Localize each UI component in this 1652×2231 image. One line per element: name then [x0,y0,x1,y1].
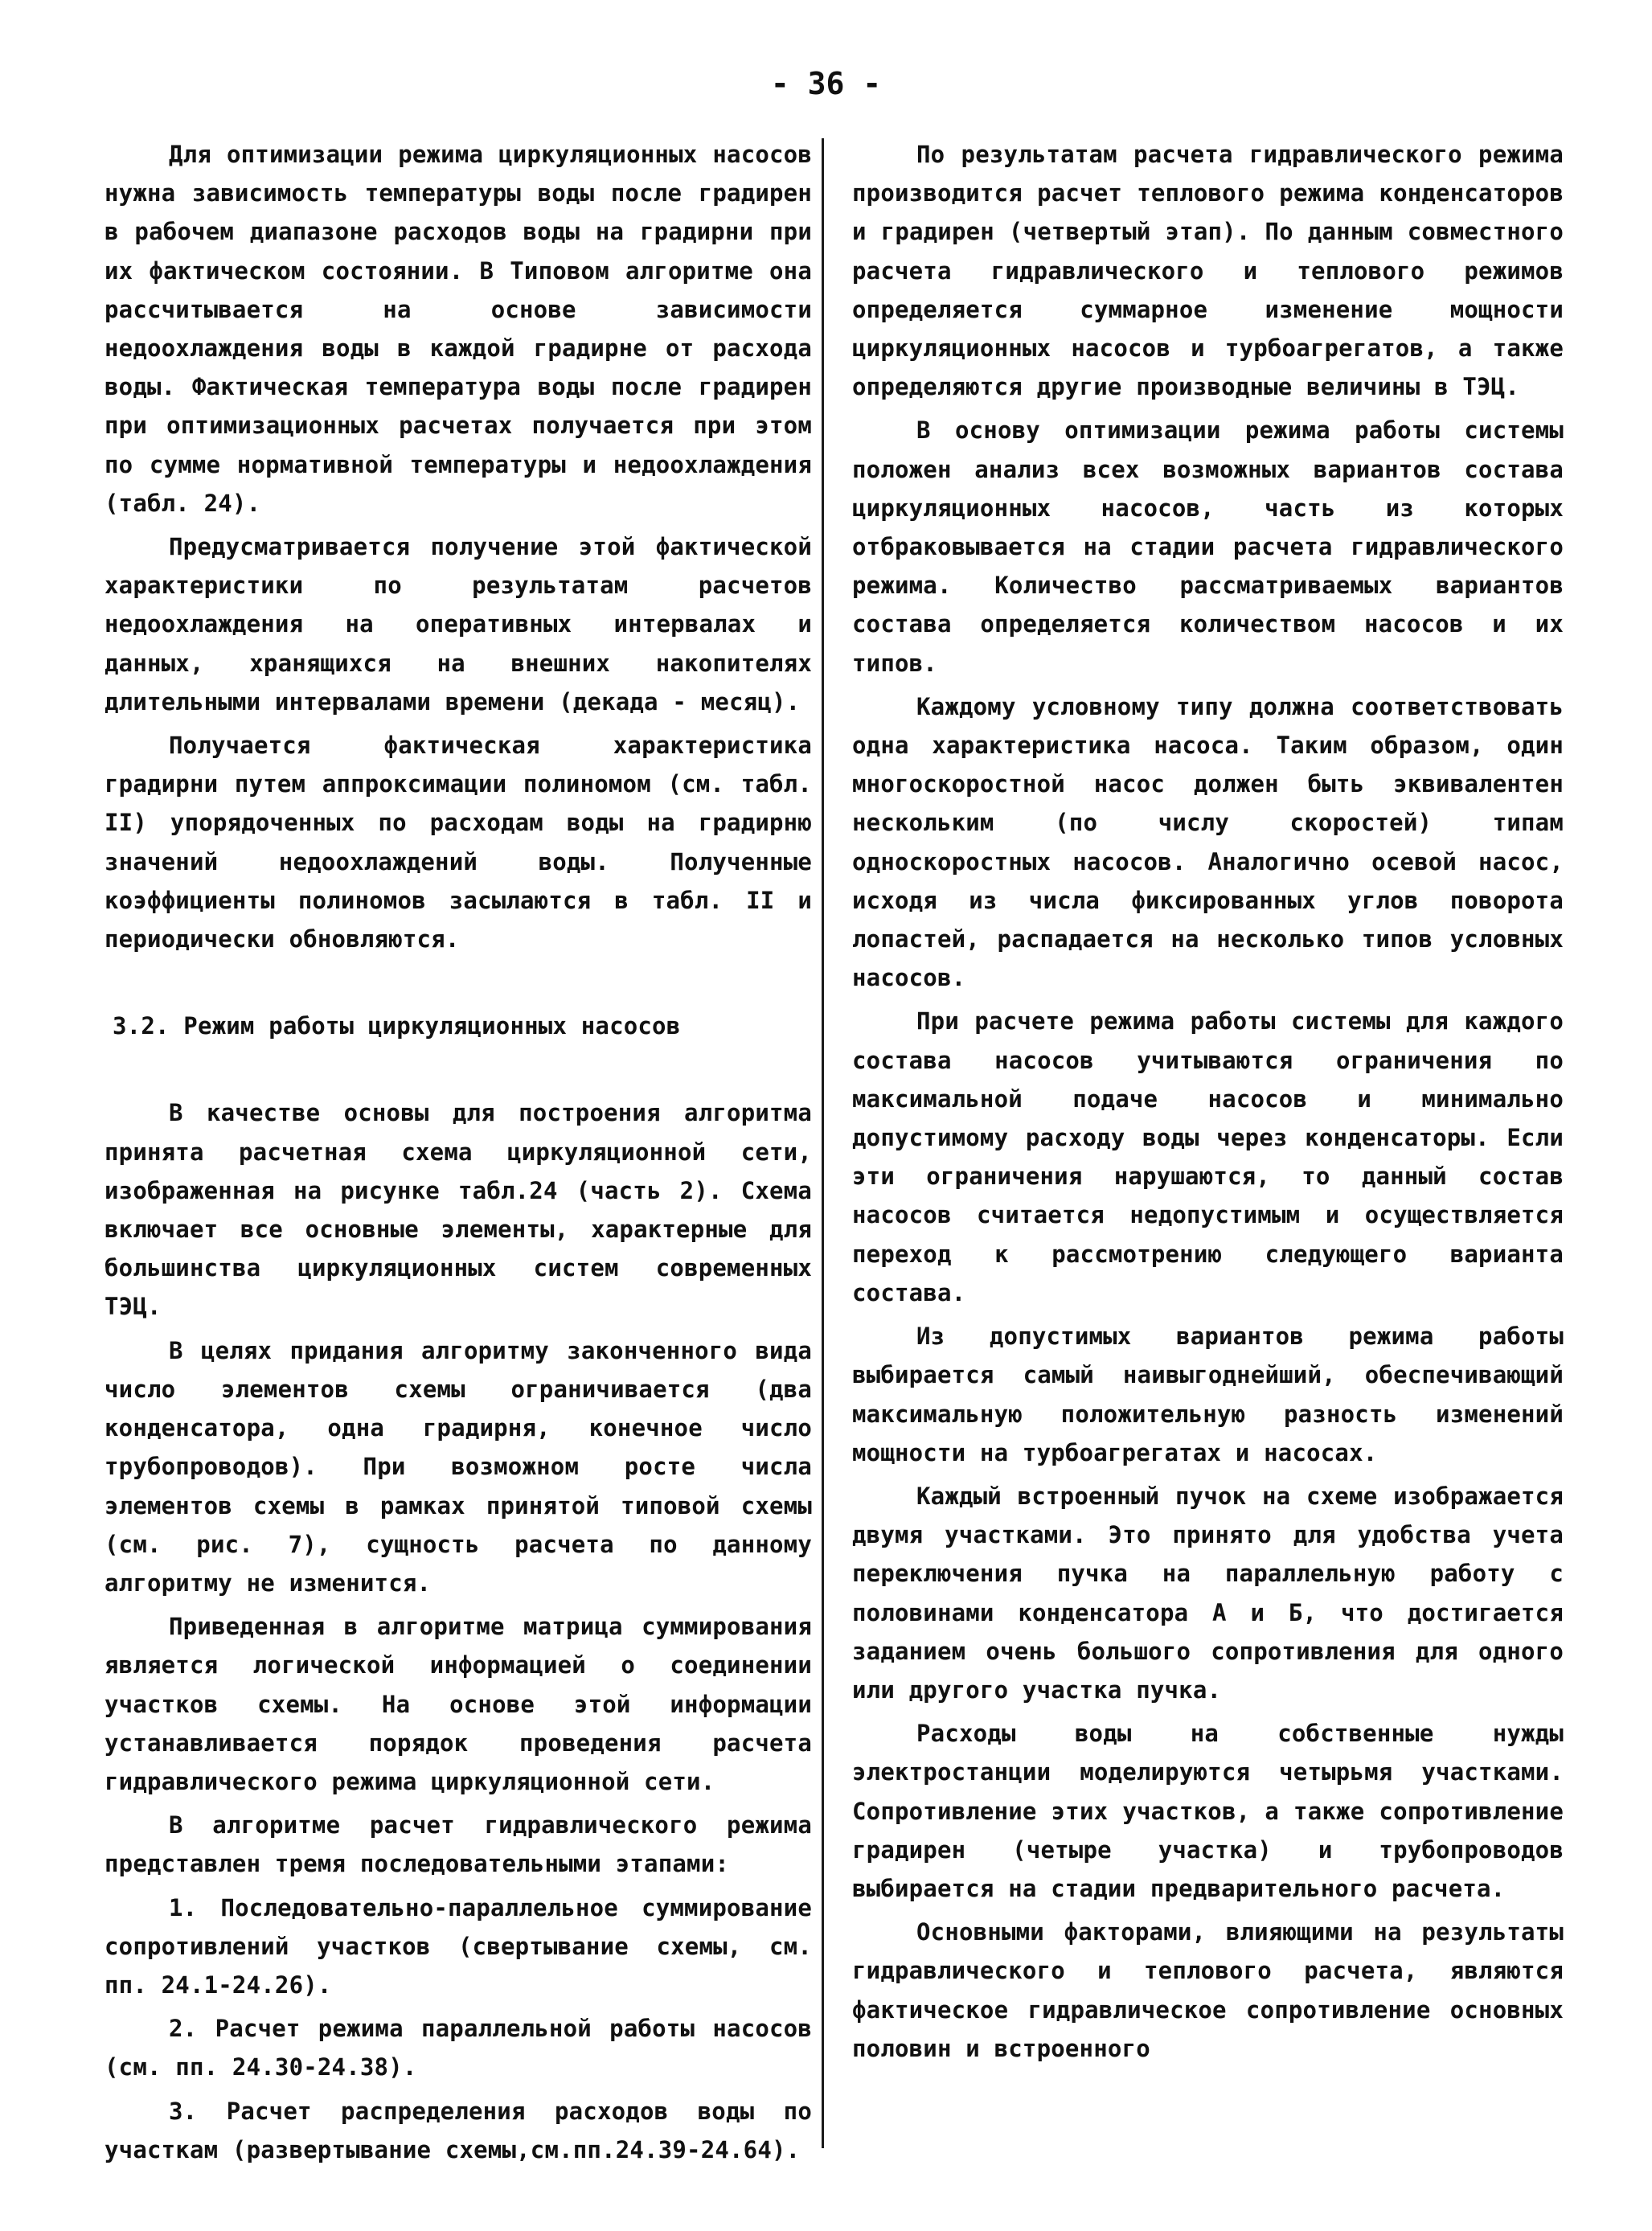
page-number: - 36 - [770,66,882,101]
section-heading: 3.2. Режим работы циркуляционных насосов [113,1012,681,1040]
paragraph: В качестве основы для построения алгоритма принята расчетная схема циркуляционной сети, изображенная на рисунке табл.24 (часть 2). Схема включает все основные элементы, характерные для большинства циркуляционных систем современных ТЭЦ. [105,1099,812,1321]
paragraph: Для оптимизации режима циркуляционных насосов нужна зависимость температуры воды после градирен в рабочем диапазоне расходов воды на градирни при их фактическом состоянии. В Типовом алгоритме она рассчитывается на основе зависимости недоохлаждения воды в каждой градирне от расхода воды. Фактическая температура воды после градирен при оптимизационных расчетах получается при этом по сумме нормативной температуры и недоохлаждения (табл. 24). [105,141,812,517]
column-divider [822,138,824,2148]
paragraph: Расходы воды на собственные нужды электростанции моделируются четырьмя участками. Сопротивление этих участков, а также сопротивление градирен (четыре участка) и трубопроводов выбирается на стадии предварительного расчета. [852,1720,1564,1902]
paragraph: Каждому условному типу должна соответствовать одна характеристика насоса. Таким образом, один многоскоростной насос должен быть эквивалентен нескольким (по числу скоростей) типам односкоростных насосов. Аналогично осевой насос, исходя из числа фиксированных углов поворота лопастей, распадается на несколько типов условных насосов. [852,692,1564,992]
list-item: 2. Расчет режима параллельной работы насосов (см. пп. 24.30-24.38). [105,2015,812,2081]
list-item: 1. Последовательно-параллельное суммирование сопротивлений участков (свертывание схемы, см. пп. 24.1-24.26). [105,1893,812,1999]
paragraph: Основными факторами, влияющими на результаты гидравлического и теплового расчета, являются фактическое гидравлическое сопротивление основных половин и встроенного [852,1918,1564,2062]
paragraph: Предусматривается получение этой фактической характеристики по результатам расчетов недоохлаждения на оперативных интервалах и данных, хранящихся на внешних накопителях длительными интервалами времени (декада - месяц). [105,533,812,716]
paragraph: В целях придания алгоритму законченного вида число элементов схемы ограничивается (два конденсатора, одна градирня, конечное число трубопроводов). При возможном росте числа элементов схемы в рамках принятой типовой схемы (см. рис. 7), сущность расчета по данному алгоритму не изменится. [105,1336,812,1597]
paragraph: По результатам расчета гидравлического режима производится расчет теплового режима конденсаторов и градирен (четвертый этап). По данным совместного расчета гидравлического и теплового режимов определяется суммарное изменение мощности циркуляционных насосов и турбоагрегатов, а также определяются другие производные величины в ТЭЦ. [852,141,1564,401]
paragraph: Каждый встроенный пучок на схеме изображается двумя участками. Это принято для удобства учета переключения пучка на параллельную работу с половинами конденсатора А и Б, что достигается заданием очень большого сопротивления для одного или другого участка пучка. [852,1482,1564,1704]
paragraph: Приведенная в алгоритме матрица суммирования является логической информацией о соединении участков схемы. На основе этой информации устанавливается порядок проведения расчета гидравлического режима циркуляционной сети. [105,1613,812,1795]
paragraph: В алгоритме расчет гидравлического режима представлен тремя последовательными этапами: [105,1811,812,1878]
list-item: 3. Расчет распределения расходов воды по участкам (развертывание схемы,см.пп.24.39-24.64). [105,2097,812,2163]
paragraph: Из допустимых вариантов режима работы выбирается самый наивыгоднейший, обеспечивающий максимальную положительную разность изменений мощности на турбоагрегатах и насосах. [852,1323,1564,1466]
right-column [852,135,1564,2068]
paragraph: В основу оптимизации режима работы системы положен анализ всех возможных вариантов состава циркуляционных насосов, часть из которых отбраковывается на стадии расчета гидравлического режима. Количество рассматриваемых вариантов состава определяется количеством насосов и их типов. [852,416,1564,677]
paragraph: Получается фактическая характеристика градирни путем аппроксимации полиномом (см. табл. II) упорядоченных по расходам воды на градирню значений недоохлаждений воды. Полученные коэффициенты полиномов засылаются в табл. II и периодически обновляются. [105,732,812,954]
left-column [105,135,812,2169]
paragraph: При расчете режима работы системы для каждого состава насосов учитываются ограничения по максимальной подаче насосов и минимально допустимому расходу воды через конденсаторы. Если эти ограничения нарушаются, то данный состав насосов считается недопустимым и осуществляется переход к рассмотрению следующего варианта состава. [852,1007,1564,1306]
